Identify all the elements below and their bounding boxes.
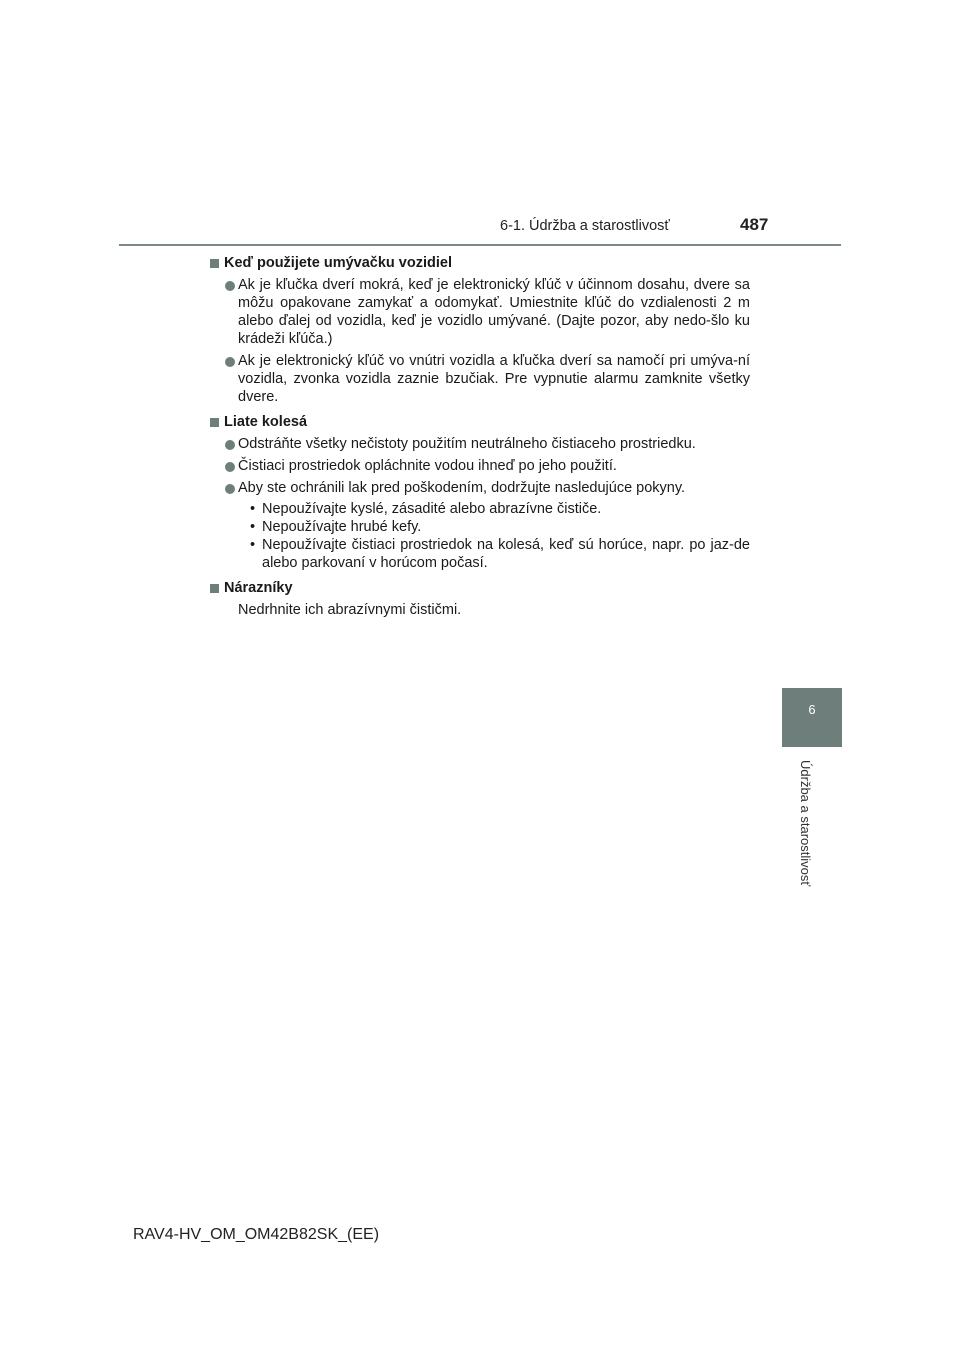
document-code: RAV4-HV_OM_OM42B82SK_(EE): [133, 1226, 380, 1243]
section-heading: [210, 254, 750, 272]
chapter-tab: [782, 688, 842, 747]
paragraph: Nedrhnite ich abrazívnymi čističmi.: [238, 602, 462, 618]
list-item-text: Ak je kľučka dverí mokrá, keď je elektronický kľúč v účinnom dosahu, dvere sa môžu opakovane zamykať a odomykať. Umiestnite kľúč do vzdialenosti 2 m alebo ďalej od vozidla, keď je vozidlo umývané. (Dajte pozor, aby nedo-šlo ku krádeži kľúča.): [238, 277, 750, 347]
sub-list-item: [250, 536, 750, 572]
page-content: [210, 254, 750, 619]
list-item-text: Aby ste ochránili lak pred poškodením, dodržujte nasledujúce pokyny.: [238, 480, 686, 496]
list-item-text: Odstráňte všetky nečistoty použitím neutrálneho čistiaceho prostriedku.: [238, 436, 696, 452]
dot-bullet-icon: •: [250, 501, 256, 517]
section-heading: [210, 579, 750, 597]
circle-bullet-icon: [225, 281, 235, 291]
header-section-title: 6-1. Údržba a starostlivosť: [500, 218, 670, 234]
list-item: [210, 479, 750, 497]
sub-list-item: [250, 500, 750, 518]
section-heading-text: Nárazníky: [224, 580, 293, 596]
sub-list-item-text: Nepoužívajte hrubé kefy.: [262, 519, 422, 535]
section-heading-text: Keď použijete umývačku vozidiel: [224, 255, 452, 271]
dot-bullet-icon: •: [250, 519, 256, 535]
circle-bullet-icon: [225, 440, 235, 450]
sub-list-item-text: Nepoužívajte kyslé, zásadité alebo abrazívne čističe.: [262, 501, 602, 517]
dot-bullet-icon: •: [250, 537, 256, 553]
chapter-tab-label: Údržba a starostlivosť: [798, 760, 813, 887]
square-bullet-icon: [210, 259, 219, 268]
sub-list-item: [250, 518, 750, 536]
chapter-tab-number: 6: [808, 702, 816, 717]
section-heading: [210, 413, 750, 431]
list-item-text: Čistiaci prostriedok opláchnite vodou ihneď po jeho použití.: [238, 458, 617, 474]
section-heading-text: Liate kolesá: [224, 414, 308, 430]
list-item: [210, 435, 750, 453]
square-bullet-icon: [210, 418, 219, 427]
sub-list-item-text: Nepoužívajte čistiaci prostriedok na kolesá, keď sú horúce, napr. po jaz-de alebo parkovaní v horúcom počasí.: [262, 537, 750, 571]
square-bullet-icon: [210, 584, 219, 593]
circle-bullet-icon: [225, 484, 235, 494]
page-number: 487: [740, 215, 769, 234]
sub-list: [210, 500, 750, 572]
header-rule: [119, 244, 841, 246]
circle-bullet-icon: [225, 357, 235, 367]
list-item: [210, 352, 750, 406]
circle-bullet-icon: [225, 462, 235, 472]
list-item: [210, 457, 750, 475]
list-item-text: Ak je elektronický kľúč vo vnútri vozidla a kľučka dverí sa namočí pri umýva-ní vozidla, zvonka vozidla zaznie bzučiak. Pre vypnutie alarmu zamknite všetky dvere.: [238, 353, 750, 405]
list-item: [210, 276, 750, 348]
